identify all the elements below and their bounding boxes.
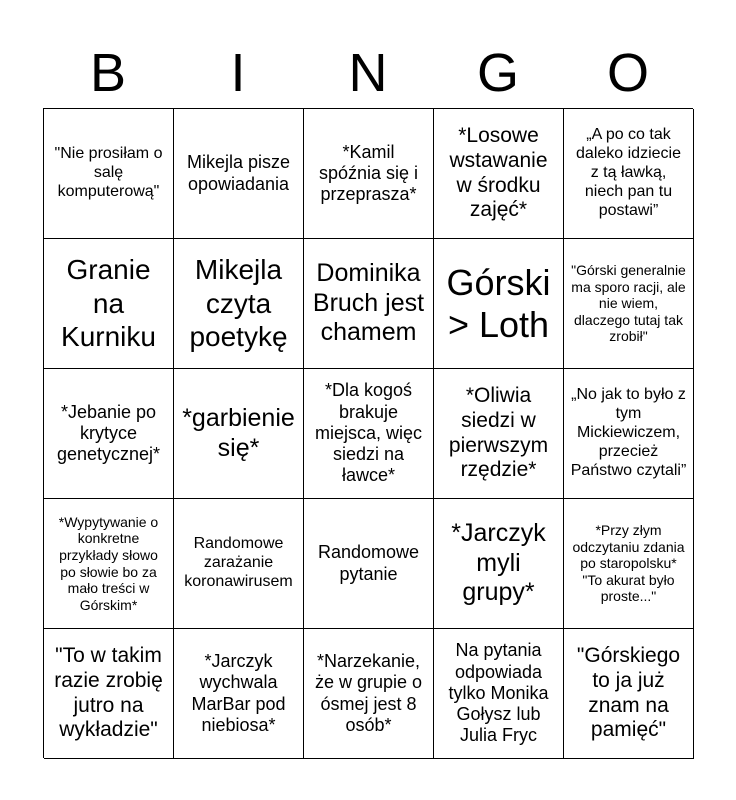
bingo-cell-r3-c1[interactable]: *Jebanie po krytyce genetycznej* <box>44 369 174 499</box>
bingo-cell-r2-c2[interactable]: Mikejla czyta poetykę <box>174 239 304 369</box>
bingo-cell-r5-c3[interactable]: *Narzekanie, że w grupie o ósmej jest 8 osób* <box>304 629 434 759</box>
header-letter-g: G <box>476 43 519 103</box>
bingo-cell-r1-c3[interactable]: *Kamil spóźnia się i przeprasza* <box>304 109 434 239</box>
bingo-cell-r4-c1[interactable]: *Wypytywanie o konkretne przykłady słowo po słowie bo za mało treści w Górskim* <box>44 499 174 629</box>
bingo-cell-r5-c1[interactable]: "To w takim razie zrobię jutro na wykładzie" <box>44 629 174 759</box>
bingo-cell-r5-c4[interactable]: Na pytania odpowiada tylko Monika Gołysz lub Julia Fryc <box>434 629 564 759</box>
header-letter-o: O <box>606 43 649 103</box>
bingo-cell-r3-c3[interactable]: *Dla kogoś brakuje miejsca, więc siedzi na ławce* <box>304 369 434 499</box>
bingo-cell-r3-c4[interactable]: *Oliwia siedzi w pierwszym rzędzie* <box>434 369 564 499</box>
bingo-cell-r1-c5[interactable]: „A po co tak daleko idziecie z tą ławką, niech pan tu postawi” <box>564 109 694 239</box>
bingo-cell-r1-c4[interactable]: *Losowe wstawanie w środku zajęć* <box>434 109 564 239</box>
bingo-cell-r1-c1[interactable]: "Nie prosiłam o salę komputerową" <box>44 109 174 239</box>
bingo-cell-r2-c1[interactable]: Granie na Kurniku <box>44 239 174 369</box>
bingo-cell-r1-c2[interactable]: Mikejla pisze opowiadania <box>174 109 304 239</box>
header-letter-n: N <box>348 43 388 103</box>
bingo-cell-r2-c4[interactable]: Górski > Loth <box>434 239 564 369</box>
bingo-card-grid <box>43 108 693 758</box>
bingo-cell-r5-c5[interactable]: "Górskiego to ja już znam na pamięć" <box>564 629 694 759</box>
bingo-cell-r5-c2[interactable]: *Jarczyk wychwala MarBar pod niebiosa* <box>174 629 304 759</box>
bingo-cell-r4-c5[interactable]: *Przy złym odczytaniu zdania po staropolsku* "To akurat było proste..." <box>564 499 694 629</box>
bingo-cell-r3-c2[interactable]: *garbienie się* <box>174 369 304 499</box>
header-letter-i: I <box>230 43 246 103</box>
bingo-cell-r2-c3[interactable]: Dominika Bruch jest chamem <box>304 239 434 369</box>
bingo-cell-r3-c5[interactable]: „No jak to było z tym Mickiewiczem, przecież Państwo czytali” <box>564 369 694 499</box>
bingo-cell-r2-c5[interactable]: "Górski generalnie ma sporo racji, ale nie wiem, dlaczego tutaj tak zrobił" <box>564 239 694 369</box>
bingo-cell-r4-c4[interactable]: *Jarczyk myli grupy* <box>434 499 564 629</box>
bingo-cell-r4-c3[interactable]: Randomowe pytanie <box>304 499 434 629</box>
bingo-header <box>43 38 693 108</box>
bingo-cell-r4-c2[interactable]: Randomowe zarażanie koronawirusem <box>174 499 304 629</box>
header-letter-b: B <box>89 43 127 103</box>
